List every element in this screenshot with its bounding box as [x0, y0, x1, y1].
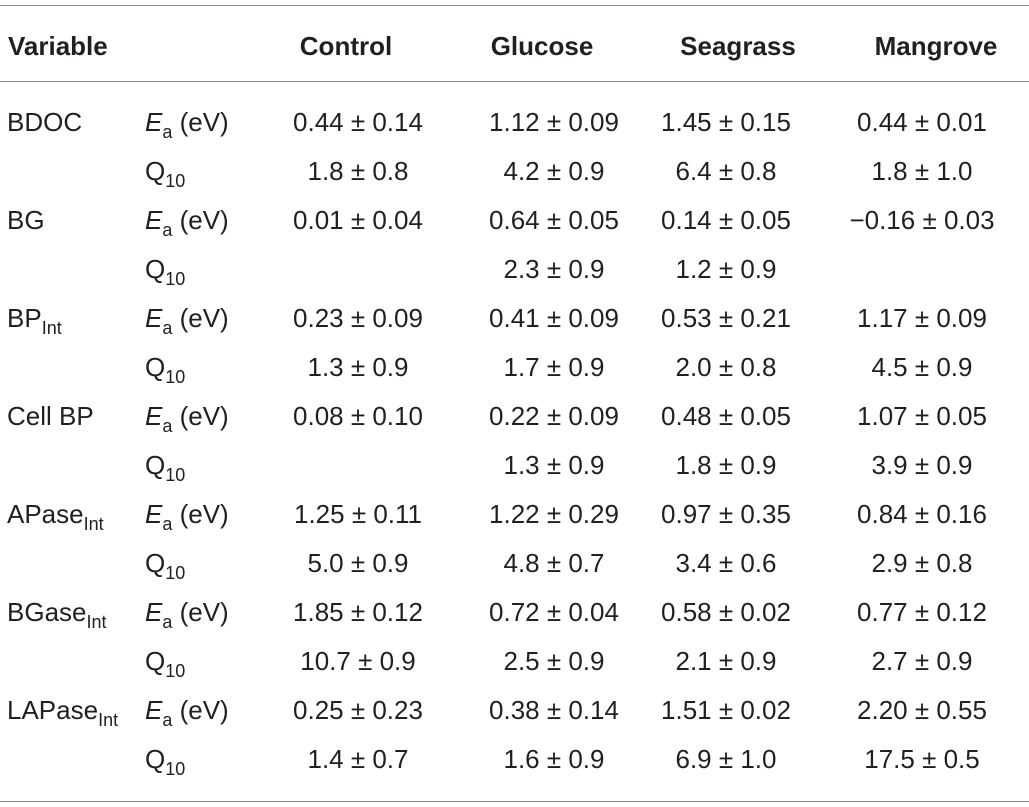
ea-unit: (eV) [172, 107, 229, 137]
param-ea-label [145, 594, 229, 630]
param-q10-label [145, 251, 185, 287]
variable-name [7, 398, 94, 434]
header-control: Control [299, 31, 393, 61]
variable-name [7, 202, 45, 238]
variable-subscript: Int [41, 318, 62, 338]
q10-value-cell: 1.2 ± 0.9 [675, 254, 777, 284]
header-seagrass: Seagrass [680, 31, 796, 61]
q10-subscript: 10 [165, 367, 186, 387]
param-q10-label [145, 741, 185, 777]
q10-subscript: 10 [165, 171, 186, 191]
ea-value-cell: 1.07 ± 0.05 [857, 401, 987, 431]
q10-symbol: Q [145, 548, 166, 578]
ea-unit: (eV) [172, 499, 229, 529]
q10-value-cell: 4.2 ± 0.9 [503, 156, 605, 186]
ea-symbol: E [145, 695, 163, 725]
q10-value-cell: 1.6 ± 0.9 [503, 744, 605, 774]
q10-value-cell [258, 447, 458, 483]
param-ea-label [145, 398, 229, 434]
ea-subscript: a [162, 612, 173, 632]
q10-value-cell: 3.4 ± 0.6 [675, 548, 777, 578]
q10-value-cell: 1.3 ± 0.9 [307, 352, 409, 382]
ea-value-cell: 0.14 ± 0.05 [661, 205, 791, 235]
q10-value-cell: 6.4 ± 0.8 [675, 156, 777, 186]
variable-text: BG [7, 205, 45, 235]
ea-subscript: a [162, 416, 173, 436]
variable-subscript: Int [98, 710, 119, 730]
bottom-rule [0, 801, 1029, 802]
ea-subscript: a [162, 514, 173, 534]
q10-value-cell: 2.1 ± 0.9 [675, 646, 777, 676]
ea-value-cell: 0.53 ± 0.21 [661, 303, 791, 333]
q10-value-cell: 17.5 ± 0.5 [864, 744, 980, 774]
q10-value-cell: 10.7 ± 0.9 [300, 646, 416, 676]
ea-value-cell: 2.20 ± 0.55 [857, 695, 987, 725]
ea-subscript: a [162, 122, 173, 142]
q10-subscript: 10 [165, 465, 186, 485]
ea-value-cell: 1.12 ± 0.09 [489, 107, 619, 137]
variable-text: APase [7, 499, 84, 529]
ea-value-cell: 0.25 ± 0.23 [293, 695, 423, 725]
ea-value-cell: 0.72 ± 0.04 [489, 597, 619, 627]
ea-unit: (eV) [172, 597, 229, 627]
q10-subscript: 10 [165, 563, 186, 583]
header-mangrove: Mangrove [874, 31, 998, 61]
ea-value-cell: 0.23 ± 0.09 [293, 303, 423, 333]
variable-subscript: Int [86, 612, 107, 632]
variable-name [7, 104, 82, 140]
ea-unit: (eV) [172, 695, 229, 725]
q10-value-cell: 2.3 ± 0.9 [503, 254, 605, 284]
ea-subscript: a [162, 318, 173, 338]
param-ea-label [145, 104, 229, 140]
ea-symbol: E [145, 597, 163, 627]
variable-name [7, 594, 107, 630]
ea-value-cell: 0.38 ± 0.14 [489, 695, 619, 725]
ea-value-cell: 1.45 ± 0.15 [661, 107, 791, 137]
variable-name [7, 496, 104, 532]
variable-subscript: Int [83, 514, 104, 534]
ea-symbol: E [145, 401, 163, 431]
ea-value-cell: 0.44 ± 0.01 [857, 107, 987, 137]
q10-value-cell [822, 251, 1022, 287]
q10-value-cell: 2.9 ± 0.8 [871, 548, 973, 578]
ea-subscript: a [162, 220, 173, 240]
ea-symbol: E [145, 303, 163, 333]
header-variable: Variable [8, 31, 108, 61]
ea-unit: (eV) [172, 205, 229, 235]
variable-text: LAPase [7, 695, 99, 725]
q10-value-cell: 1.8 ± 0.9 [675, 450, 777, 480]
ea-value-cell: 1.25 ± 0.11 [294, 499, 422, 529]
ea-value-cell: 0.64 ± 0.05 [489, 205, 619, 235]
q10-subscript: 10 [165, 269, 186, 289]
q10-value-cell: 3.9 ± 0.9 [871, 450, 973, 480]
ea-value-cell: 0.08 ± 0.10 [293, 401, 423, 431]
q10-value-cell [258, 251, 458, 287]
q10-value-cell: 1.8 ± 1.0 [871, 156, 973, 186]
ea-symbol: E [145, 107, 163, 137]
q10-value-cell: 1.3 ± 0.9 [503, 450, 605, 480]
q10-symbol: Q [145, 646, 166, 676]
ea-subscript: a [162, 710, 173, 730]
q10-value-cell: 2.0 ± 0.8 [675, 352, 777, 382]
ea-value-cell: 0.58 ± 0.02 [661, 597, 791, 627]
ea-value-cell: 0.41 ± 0.09 [489, 303, 619, 333]
variable-text: Cell BP [7, 401, 94, 431]
ea-value-cell: 1.17 ± 0.09 [857, 303, 987, 333]
q10-symbol: Q [145, 156, 166, 186]
q10-symbol: Q [145, 254, 166, 284]
q10-value-cell: 2.5 ± 0.9 [503, 646, 605, 676]
q10-value-cell: 6.9 ± 1.0 [675, 744, 777, 774]
ea-unit: (eV) [172, 303, 229, 333]
variable-name [7, 692, 118, 728]
ea-value-cell: 1.85 ± 0.12 [293, 597, 423, 627]
q10-value-cell: 4.8 ± 0.7 [503, 548, 605, 578]
ea-value-cell: −0.16 ± 0.03 [849, 205, 995, 235]
q10-value-cell: 5.0 ± 0.9 [307, 548, 409, 578]
param-q10-label [145, 153, 185, 189]
q10-symbol: Q [145, 450, 166, 480]
ea-value-cell: 0.22 ± 0.09 [489, 401, 619, 431]
q10-value-cell: 1.7 ± 0.9 [503, 352, 605, 382]
top-rule [0, 5, 1029, 6]
ea-value-cell: 1.51 ± 0.02 [661, 695, 791, 725]
ea-value-cell: 0.84 ± 0.16 [857, 499, 987, 529]
param-q10-label [145, 643, 185, 679]
param-ea-label [145, 496, 229, 532]
param-q10-label [145, 349, 185, 385]
q10-value-cell: 1.8 ± 0.8 [307, 156, 409, 186]
q10-subscript: 10 [165, 759, 186, 779]
param-ea-label [145, 692, 229, 728]
variable-name [7, 300, 62, 336]
q10-value-cell: 4.5 ± 0.9 [871, 352, 973, 382]
q10-value-cell: 1.4 ± 0.7 [307, 744, 409, 774]
ea-value-cell: 0.97 ± 0.35 [661, 499, 791, 529]
variable-text: BP [7, 303, 42, 333]
ea-symbol: E [145, 205, 163, 235]
q10-symbol: Q [145, 744, 166, 774]
variable-text: BDOC [7, 107, 83, 137]
q10-symbol: Q [145, 352, 166, 382]
q10-value-cell: 2.7 ± 0.9 [871, 646, 973, 676]
ea-value-cell: 0.77 ± 0.12 [857, 597, 987, 627]
ea-value-cell: 0.48 ± 0.05 [661, 401, 791, 431]
header-rule [0, 81, 1029, 82]
header-glucose: Glucose [490, 31, 594, 61]
param-q10-label [145, 447, 185, 483]
ea-symbol: E [145, 499, 163, 529]
param-q10-label [145, 545, 185, 581]
param-ea-label [145, 202, 229, 238]
ea-unit: (eV) [172, 401, 229, 431]
ea-value-cell: 0.44 ± 0.14 [293, 107, 423, 137]
variable-text: BGase [7, 597, 87, 627]
param-ea-label [145, 300, 229, 336]
ea-value-cell: 0.01 ± 0.04 [293, 205, 423, 235]
q10-subscript: 10 [165, 661, 186, 681]
ea-value-cell: 1.22 ± 0.29 [489, 499, 619, 529]
